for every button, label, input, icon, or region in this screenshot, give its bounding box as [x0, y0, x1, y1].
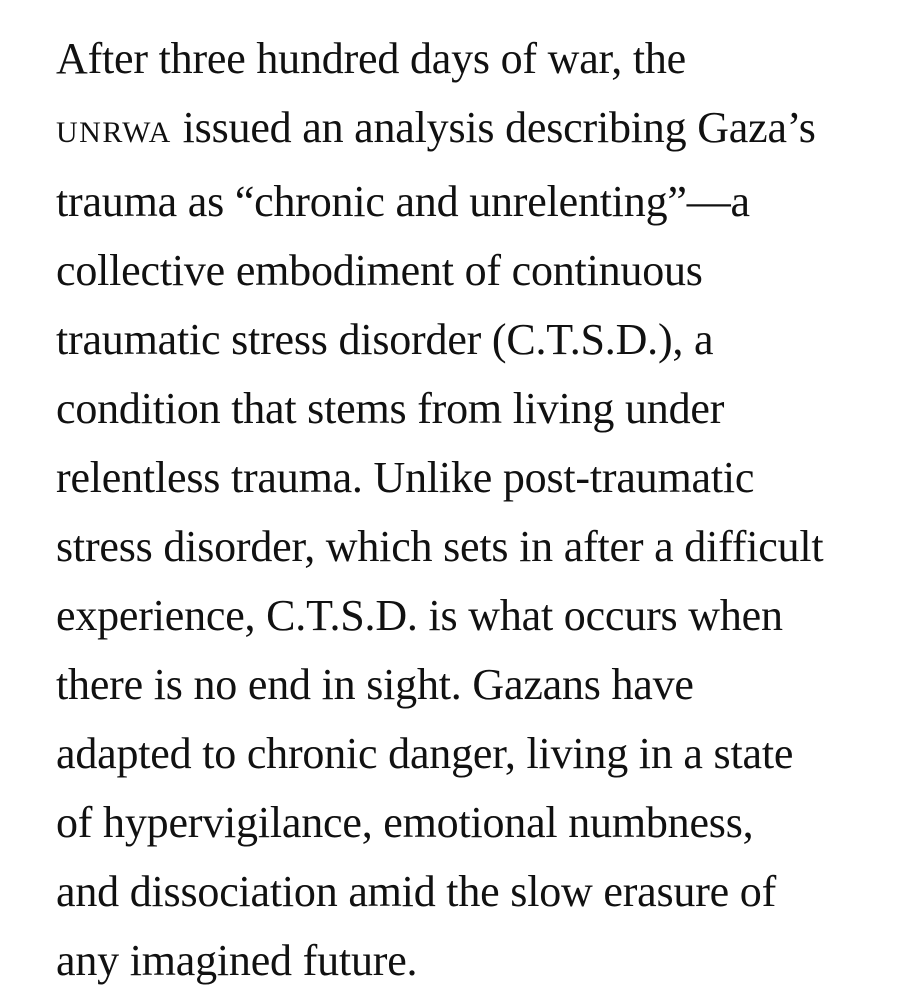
paragraph-line-5: traumatic stress disorder (C.T.S.D.), a [56, 315, 714, 364]
unrwa-abbreviation: UNRWA [56, 116, 172, 149]
article-paragraph [56, 24, 894, 995]
paragraph-line-11: adapted to chronic danger, living in a state [56, 729, 794, 778]
paragraph-line-14: any imagined future. [56, 936, 418, 985]
paragraph-line-12: of hypervigilance, emotional numbness, [56, 798, 754, 847]
paragraph-line-13: and dissociation amid the slow erasure of [56, 867, 777, 916]
paragraph-line-10: there is no end in sight. Gazans have [56, 660, 694, 709]
paragraph-line-4: collective embodiment of continuous [56, 246, 703, 295]
paragraph-line-1: After three hundred days of war, the [56, 34, 687, 83]
paragraph-line-8: stress disorder, which sets in after a difficult [56, 522, 824, 571]
paragraph-line-6: condition that stems from living under [56, 384, 725, 433]
paragraph-line-2 [56, 93, 894, 167]
paragraph-line-2-text: issued an analysis describing Gaza’s [171, 103, 816, 152]
paragraph-line-9: experience, C.T.S.D. is what occurs when [56, 591, 783, 640]
paragraph-line-7: relentless trauma. Unlike post-traumatic [56, 453, 755, 502]
paragraph-line-3: trauma as “chronic and unrelenting”—a [56, 177, 750, 226]
